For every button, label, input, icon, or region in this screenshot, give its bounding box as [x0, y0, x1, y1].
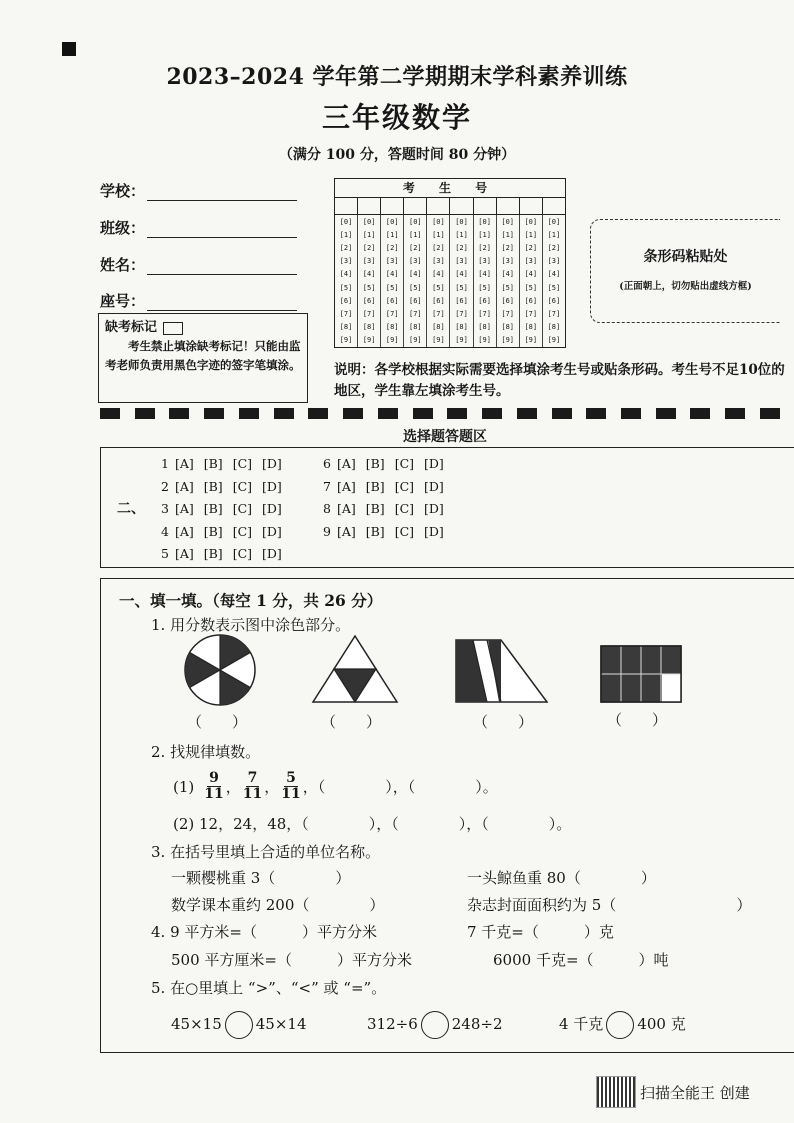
exam-digit-bubble[interactable]: [3]	[501, 257, 515, 266]
mc-option-bubble[interactable]: [A]	[174, 456, 194, 471]
exam-digit-bubble[interactable]: [3]	[478, 257, 491, 266]
exam-digit-bubble[interactable]: [9]	[409, 336, 422, 345]
exam-digit-bubble[interactable]: [2]	[455, 243, 468, 252]
mc-option-bubble[interactable]: [A]	[174, 546, 194, 561]
page-title: 2023–2024 学年第二学期期末学科素养训练	[166, 64, 628, 90]
question-2-1-tail[interactable]: ，（ ），（ ）。	[302, 778, 498, 796]
mc-option-bubble[interactable]: [C]	[394, 456, 415, 471]
absent-text: 考生禁止填涂缺考标记！只能由监考老师负责用黑色字迹的签字笔填涂。	[105, 339, 301, 372]
exam-digit-bubble[interactable]: [3]	[385, 257, 399, 266]
exam-digit-bubble[interactable]: [1]	[385, 230, 399, 239]
exam-digit-bubble[interactable]: [4]	[339, 270, 353, 279]
exam-digit-bubble[interactable]: [6]	[339, 296, 353, 305]
exam-digit-bubble[interactable]: [4]	[362, 270, 376, 279]
mc-section-title: 选择题答题区	[403, 429, 487, 445]
mc-question-row	[323, 456, 454, 471]
mc-option-bubble[interactable]: [B]	[365, 523, 385, 539]
absent-checkbox[interactable]	[163, 322, 183, 335]
mc-option-bubble[interactable]: [A]	[336, 523, 356, 539]
cut-line-dash	[308, 408, 328, 419]
mc-option-bubble[interactable]: [B]	[365, 478, 385, 494]
cut-line-dash	[204, 408, 224, 419]
absent-mark-box	[98, 313, 308, 403]
exam-digit-bubble[interactable]: [7]	[339, 309, 353, 318]
mc-option-bubble[interactable]: [D]	[262, 501, 282, 516]
cut-line-dash	[482, 408, 502, 419]
exam-digit-bubble[interactable]: [4]	[478, 270, 491, 279]
question-2: 2. 找规律填数。	[151, 743, 261, 761]
scanner-watermark	[596, 1076, 786, 1108]
exam-digit-bubble[interactable]: [1]	[362, 230, 376, 239]
exam-digit-bubble[interactable]: [9]	[478, 336, 491, 345]
exam-number-column[interactable]	[450, 215, 473, 347]
exam-digit-bubble[interactable]: [4]	[432, 270, 445, 279]
mc-option-bubble[interactable]: [D]	[424, 501, 444, 516]
question-4-c[interactable]: 500 平方厘米=（ ）平方分米	[171, 951, 412, 969]
exam-digit-bubble[interactable]: [5]	[455, 283, 468, 292]
exam-number-column[interactable]	[474, 215, 497, 347]
cut-line-dash	[552, 408, 572, 419]
exam-number-write-row[interactable]	[335, 198, 565, 215]
cut-line-dash	[760, 408, 780, 419]
exam-digit-bubble[interactable]: [0]	[339, 217, 353, 226]
exam-number-column[interactable]	[404, 215, 427, 347]
answer-paren-3[interactable]: （ ）	[473, 713, 534, 731]
exam-digit-bubble[interactable]: [2]	[478, 243, 491, 252]
school-line	[147, 186, 297, 201]
exam-digit-bubble[interactable]: [0]	[524, 217, 538, 226]
compare-item-2: 312÷6 248÷2	[367, 1011, 503, 1039]
exam-digit-bubble[interactable]: [4]	[455, 270, 468, 279]
exam-digit-bubble[interactable]: [2]	[501, 243, 515, 252]
exam-digit-bubble[interactable]: [7]	[385, 309, 399, 318]
triangle-figure	[313, 636, 397, 702]
cut-line-dash	[447, 408, 467, 419]
exam-digit-bubble[interactable]: [4]	[524, 270, 538, 279]
question-3-d[interactable]: 杂志封面面积约为 5（ ）	[467, 896, 752, 914]
exam-number-grid	[334, 178, 566, 348]
school-field[interactable]	[100, 180, 297, 201]
exam-digit-bubble[interactable]: [6]	[478, 296, 491, 305]
mc-option-bubble[interactable]: [C]	[232, 456, 253, 471]
exam-digit-bubble[interactable]: [6]	[385, 296, 399, 305]
exam-digit-bubble[interactable]: [9]	[547, 336, 561, 345]
question-3-b[interactable]: 一头鲸鱼重 80（ ）	[467, 869, 656, 887]
exam-digit-bubble[interactable]: [8]	[478, 323, 491, 332]
mc-question-number: 1	[161, 456, 169, 471]
exam-digit-bubble[interactable]: [1]	[501, 230, 515, 239]
exam-digit-bubble[interactable]: [4]	[385, 270, 399, 279]
exam-digit-bubble[interactable]: [1]	[339, 230, 353, 239]
exam-digit-bubble[interactable]: [8]	[455, 323, 468, 332]
exam-digit-bubble[interactable]: [6]	[409, 296, 422, 305]
seat-line	[147, 296, 297, 311]
exam-digit-bubble[interactable]: [7]	[547, 309, 561, 318]
cut-line-dash	[621, 408, 641, 419]
mc-option-bubble[interactable]: [B]	[203, 456, 223, 471]
mc-question-number: 9	[323, 523, 331, 539]
cut-line-dash	[274, 408, 294, 419]
instruction-note: 说明：各学校根据实际需要选择填涂考生号或贴条形码。考生号不足10位的地区，学生靠左填涂考生号。	[334, 362, 785, 399]
mc-question-row	[161, 479, 292, 494]
mc-option-bubble[interactable]: [A]	[336, 478, 356, 494]
exam-digit-bubble[interactable]: [0]	[547, 217, 561, 226]
exam-digit-bubble[interactable]: [9]	[524, 336, 538, 345]
fraction: $\frac{5}{11}$	[281, 770, 301, 802]
barcode-note: (正面朝上，切勿贴出虚线方框)	[619, 281, 752, 292]
cut-line-dash	[690, 408, 710, 419]
mc-option-bubble[interactable]: [A]	[174, 523, 194, 539]
exam-number-column[interactable]	[543, 215, 565, 347]
exam-digit-bubble[interactable]: [1]	[478, 230, 491, 239]
exam-number-column[interactable]	[427, 215, 450, 347]
mc-question-row	[161, 456, 292, 471]
mc-option-bubble[interactable]: [D]	[262, 546, 282, 561]
exam-digit-bubble[interactable]: [2]	[432, 243, 445, 252]
exam-digit-bubble[interactable]: [3]	[362, 257, 376, 266]
mc-option-bubble[interactable]: [B]	[365, 456, 385, 471]
exam-digit-bubble[interactable]: [0]	[478, 217, 491, 226]
name-label: 姓名：	[100, 256, 146, 274]
exam-digit-bubble[interactable]: [7]	[409, 309, 422, 318]
exam-digit-bubble[interactable]: [6]	[362, 296, 376, 305]
exam-number-column[interactable]	[381, 215, 404, 347]
compare-circle[interactable]	[421, 1011, 449, 1039]
mc-question-row	[161, 501, 292, 516]
exam-digit-bubble[interactable]: [9]	[339, 336, 353, 345]
mc-option-bubble[interactable]: [B]	[203, 501, 223, 516]
exam-digit-bubble[interactable]: [6]	[455, 296, 468, 305]
exam-digit-bubble[interactable]: [7]	[362, 309, 376, 318]
exam-digit-bubble[interactable]: [1]	[547, 230, 561, 239]
exam-digit-bubble[interactable]: [0]	[432, 217, 445, 226]
exam-digit-bubble[interactable]: [7]	[432, 309, 445, 318]
seat-field[interactable]	[100, 290, 297, 311]
mc-option-bubble[interactable]: [C]	[232, 523, 253, 539]
exam-digit-bubble[interactable]: [6]	[547, 296, 561, 305]
exam-number-column[interactable]	[335, 215, 358, 347]
exam-number-column[interactable]	[520, 215, 543, 347]
cut-line	[100, 408, 780, 422]
circle-figure	[185, 635, 255, 705]
mc-option-bubble[interactable]: [B]	[203, 523, 223, 539]
cut-line-dash	[378, 408, 398, 419]
exam-digit-bubble[interactable]: [5]	[362, 283, 376, 292]
exam-digit-bubble[interactable]: [5]	[524, 283, 538, 292]
exam-digit-bubble[interactable]: [7]	[455, 309, 468, 318]
question-2-1: (1) $\frac{9}{11}$ ， $\frac{7}{11}$ ， $\frac{5}{11}$ ，（ ），（ ）。	[173, 770, 498, 802]
mc-option-bubble[interactable]: [B]	[203, 546, 223, 561]
fill-section-box	[100, 578, 794, 1053]
exam-number-column[interactable]	[497, 215, 520, 347]
mc-option-bubble[interactable]: [C]	[232, 546, 253, 561]
exam-digit-bubble[interactable]: [2]	[339, 243, 353, 252]
mc-question-number: 3	[161, 501, 169, 516]
fraction: $\frac{9}{11}$	[204, 770, 224, 802]
exam-digit-bubble[interactable]: [5]	[501, 283, 515, 292]
exam-digit-bubble[interactable]: [7]	[524, 309, 538, 318]
exam-digit-bubble[interactable]: [8]	[339, 323, 353, 332]
parallelogram-figure	[456, 640, 547, 702]
exam-digit-bubble[interactable]: [2]	[547, 243, 561, 252]
mc-question-row	[323, 501, 454, 516]
fraction-figures	[101, 634, 794, 709]
question-4-a[interactable]: 4. 9 平方米=（ ）平方分米	[151, 923, 377, 941]
grid-rectangle-figure	[601, 646, 681, 702]
exam-digit-bubble[interactable]: [5]	[339, 283, 353, 292]
name-field[interactable]	[100, 254, 297, 275]
cut-line-dash	[656, 408, 676, 419]
seat-label: 座号：	[100, 292, 146, 310]
exam-digit-bubble[interactable]: [0]	[409, 217, 422, 226]
exam-digit-bubble[interactable]: [6]	[432, 296, 445, 305]
cut-line-dash	[413, 408, 433, 419]
exam-digit-bubble[interactable]: [3]	[524, 257, 538, 266]
class-label: 班级：	[100, 219, 146, 237]
mc-question-number: 6	[323, 456, 331, 471]
name-line	[147, 260, 297, 275]
exam-digit-bubble[interactable]: [9]	[362, 336, 376, 345]
question-5: 5. 在○里填上 “>”、“<” 或 “=”。	[151, 979, 387, 997]
mc-option-bubble[interactable]: [D]	[424, 523, 444, 539]
exam-digit-bubble[interactable]: [9]	[501, 336, 515, 345]
mc-option-bubble[interactable]: [B]	[365, 501, 385, 516]
exam-digit-bubble[interactable]: [5]	[478, 283, 491, 292]
mc-question-number: 7	[323, 478, 331, 494]
exam-digit-bubble[interactable]: [3]	[432, 257, 445, 266]
mc-option-bubble[interactable]: [B]	[203, 478, 223, 494]
mc-section-label: 二、	[117, 501, 145, 517]
exam-digit-bubble[interactable]: [2]	[524, 243, 538, 252]
compare-circle[interactable]	[606, 1011, 634, 1039]
exam-digit-bubble[interactable]: [4]	[501, 270, 515, 279]
cut-line-dash	[725, 408, 745, 419]
mc-answer-box	[100, 447, 794, 568]
exam-digit-bubble[interactable]: [2]	[385, 243, 399, 252]
mc-question-row	[161, 524, 292, 539]
mc-option-bubble[interactable]: [D]	[262, 523, 282, 539]
exam-digit-bubble[interactable]: [8]	[547, 323, 561, 332]
compare-item-3: 4 千克 400 克	[559, 1011, 686, 1039]
exam-digit-bubble[interactable]: [5]	[409, 283, 422, 292]
mc-option-bubble[interactable]: [A]	[336, 456, 356, 471]
answer-paren-1[interactable]: （ ）	[187, 713, 248, 731]
exam-digit-bubble[interactable]: [8]	[524, 323, 538, 332]
exam-number-header: 考 生 号	[335, 179, 565, 198]
cut-line-dash	[239, 408, 259, 419]
exam-digit-bubble[interactable]: [8]	[501, 323, 515, 332]
exam-digit-bubble[interactable]: [1]	[455, 230, 468, 239]
mc-question-number: 4	[161, 523, 169, 539]
exam-number-column[interactable]	[358, 215, 381, 347]
mc-option-bubble[interactable]: [C]	[394, 478, 415, 494]
class-field[interactable]	[100, 217, 297, 238]
exam-digit-bubble[interactable]: [5]	[385, 283, 399, 292]
mc-option-bubble[interactable]: [D]	[424, 456, 444, 471]
mc-option-bubble[interactable]: [C]	[232, 501, 253, 516]
exam-digit-bubble[interactable]: [8]	[432, 323, 445, 332]
mc-option-bubble[interactable]: [C]	[394, 501, 415, 516]
compare-item-1: 45×15 45×14	[171, 1011, 307, 1039]
exam-digit-bubble[interactable]: [7]	[478, 309, 491, 318]
mc-question-number: 8	[323, 501, 331, 516]
exam-digit-bubble[interactable]: [7]	[501, 309, 515, 318]
exam-digit-bubble[interactable]: [0]	[455, 217, 468, 226]
cut-line-dash	[586, 408, 606, 419]
barcode-label: 条形码粘贴处	[643, 249, 728, 265]
qr-code-icon	[596, 1076, 636, 1108]
exam-digit-bubble[interactable]: [3]	[339, 257, 353, 266]
exam-digit-bubble[interactable]: [5]	[432, 283, 445, 292]
question-4-b[interactable]: 7 千克=（ ）克	[467, 923, 614, 941]
class-line	[147, 223, 297, 238]
mc-question-row	[161, 546, 292, 561]
mc-question-row	[323, 479, 454, 494]
exam-digit-bubble[interactable]: [2]	[409, 243, 422, 252]
watermark-text: 扫描全能王 创建	[640, 1084, 750, 1102]
exam-digit-bubble[interactable]: [4]	[547, 270, 561, 279]
exam-digit-bubble[interactable]: [0]	[362, 217, 376, 226]
mc-option-bubble[interactable]: [A]	[174, 501, 194, 516]
page-subtitle: 三年级数学	[321, 101, 472, 134]
fraction: $\frac{7}{11}$	[242, 770, 263, 802]
exam-digit-bubble[interactable]: [8]	[385, 323, 399, 332]
question-3-c[interactable]: 数学课本重约 200（ ）	[171, 896, 385, 914]
exam-digit-bubble[interactable]: [9]	[385, 336, 399, 345]
exam-digit-bubble[interactable]: [6]	[524, 296, 538, 305]
mc-question-number: 5	[161, 546, 169, 561]
exam-digit-bubble[interactable]: [0]	[385, 217, 399, 226]
question-2-2[interactable]: (2) 12，24，48，（ ），（ ），（ ）。	[173, 815, 572, 833]
mc-option-bubble[interactable]: [D]	[424, 478, 444, 494]
question-4-d[interactable]: 6000 千克=（ ）吨	[493, 951, 669, 969]
mc-option-bubble[interactable]: [A]	[336, 501, 356, 516]
mc-question-row	[323, 524, 454, 539]
corner-marker	[62, 42, 76, 56]
exam-digit-bubble[interactable]: [3]	[547, 257, 561, 266]
exam-digit-bubble[interactable]: [8]	[362, 323, 376, 332]
exam-digit-bubble[interactable]: [6]	[501, 296, 515, 305]
exam-digit-bubble[interactable]: [4]	[409, 270, 422, 279]
mc-option-bubble[interactable]: [C]	[394, 523, 415, 539]
mc-question-number: 2	[161, 478, 169, 494]
exam-digit-bubble[interactable]: [9]	[432, 336, 445, 345]
exam-number-bubbles[interactable]	[335, 215, 565, 347]
score-time-note: （满分 100 分，答题时间 80 分钟）	[278, 147, 516, 163]
question-2-1-label: (1)	[173, 777, 195, 796]
cut-line-dash	[100, 408, 120, 419]
barcode-area	[590, 219, 780, 323]
question-3-a[interactable]: 一颗樱桃重 3（ ）	[171, 869, 351, 887]
mc-option-bubble[interactable]: [C]	[232, 478, 253, 494]
exam-digit-bubble[interactable]: [0]	[501, 217, 515, 226]
mc-option-bubble[interactable]: [D]	[262, 478, 282, 494]
question-3: 3. 在括号里填上合适的单位名称。	[151, 843, 381, 861]
school-label: 学校：	[100, 182, 146, 200]
fill-section-title: 一、填一填。（每空 1 分，共 26 分）	[119, 591, 383, 610]
exam-digit-bubble[interactable]: [3]	[409, 257, 422, 266]
compare-circle[interactable]	[225, 1011, 253, 1039]
answer-paren-2[interactable]: （ ）	[321, 713, 382, 731]
cut-line-dash	[135, 408, 155, 419]
mc-option-bubble[interactable]: [A]	[174, 478, 194, 494]
exam-digit-bubble[interactable]: [8]	[409, 323, 422, 332]
exam-digit-bubble[interactable]: [2]	[362, 243, 376, 252]
cut-line-dash	[517, 408, 537, 419]
mc-option-bubble[interactable]: [D]	[262, 456, 282, 471]
exam-digit-bubble[interactable]: [9]	[455, 336, 468, 345]
answer-paren-4[interactable]: （ ）	[607, 711, 668, 729]
absent-title: 缺考标记	[105, 320, 158, 335]
exam-digit-bubble[interactable]: [1]	[409, 230, 422, 239]
exam-digit-bubble[interactable]: [1]	[432, 230, 445, 239]
exam-digit-bubble[interactable]: [5]	[547, 283, 561, 292]
exam-digit-bubble[interactable]: [1]	[524, 230, 538, 239]
question-1: 1. 用分数表示图中涂色部分。	[151, 616, 351, 634]
cut-line-dash	[169, 408, 189, 419]
cut-line-dash	[343, 408, 363, 419]
exam-digit-bubble[interactable]: [3]	[455, 257, 468, 266]
